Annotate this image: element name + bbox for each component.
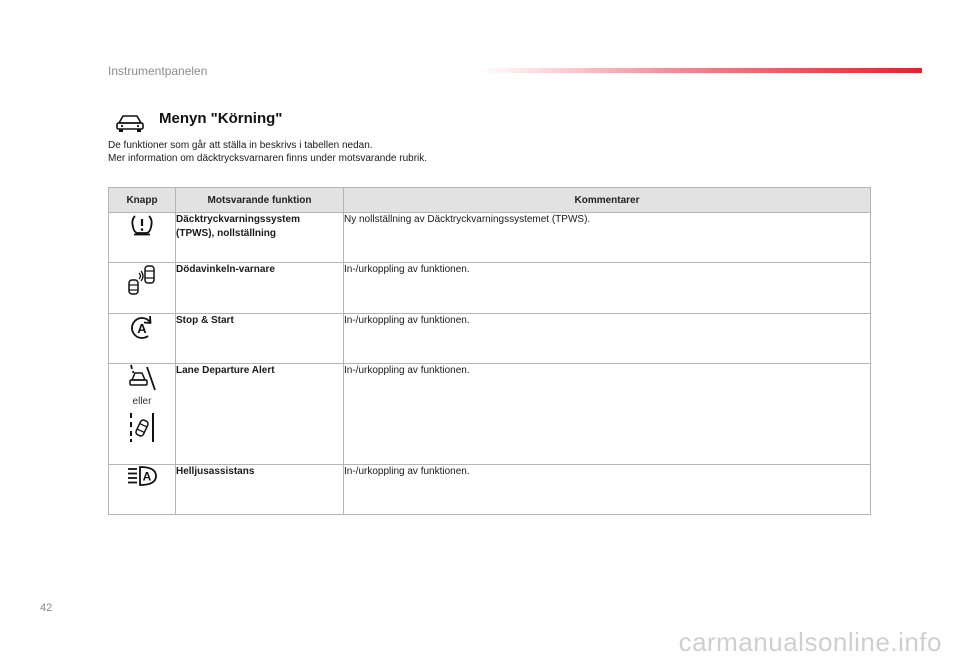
intro-line: Mer information om däcktrycksvarnaren finns under motsvarande rubrik. xyxy=(108,153,428,164)
svg-text:A: A xyxy=(142,469,152,484)
header-divider xyxy=(480,68,922,73)
table-row xyxy=(109,263,871,314)
svg-text:A: A xyxy=(137,321,147,336)
icon-cell xyxy=(109,263,176,314)
table-row xyxy=(109,314,871,364)
intro-line: De funktioner som går att ställa in beskrivs i tabellen nedan. xyxy=(108,140,373,151)
function-cell xyxy=(176,465,344,515)
comment-cell: In-/urkoppling av funktionen. xyxy=(344,263,871,314)
comment-cell: Ny nollställning av Däcktryckvarningssystemet (TPWS). xyxy=(344,213,871,263)
section-title: Menyn "Körning" xyxy=(159,110,283,127)
or-label: eller xyxy=(132,396,152,407)
function-cell xyxy=(176,213,344,263)
comment-cell: In-/urkoppling av funktionen. xyxy=(344,314,871,364)
car-icon xyxy=(115,112,145,134)
running-header: Instrumentpanelen xyxy=(108,64,208,78)
function-label: Dödavinkeln-varnare xyxy=(176,264,275,275)
column-header-comments: Kommentarer xyxy=(344,188,871,213)
function-label: (TPWS), nollställning xyxy=(176,228,276,239)
page-number: 42 xyxy=(40,602,53,614)
comment-cell: In-/urkoppling av funktionen. xyxy=(344,465,871,515)
table-row xyxy=(109,364,871,465)
blind-spot-icon xyxy=(126,263,158,297)
comment-cell: In-/urkoppling av funktionen. xyxy=(344,364,871,465)
table-header-row xyxy=(109,188,871,213)
functions-table xyxy=(108,187,871,515)
icon-cell xyxy=(109,364,176,465)
function-cell xyxy=(176,263,344,314)
function-cell xyxy=(176,364,344,465)
lane-departure-alt-icon xyxy=(127,411,157,443)
table-row xyxy=(109,465,871,515)
icon-cell xyxy=(109,465,176,515)
stop-start-icon xyxy=(128,314,156,342)
high-beam-assist-icon xyxy=(126,465,158,487)
tpms-warning-icon xyxy=(128,213,156,237)
column-header-button: Knapp xyxy=(109,188,176,213)
function-label: Helljusassistans xyxy=(176,466,255,477)
watermark: carmanualsonline.info xyxy=(678,627,942,657)
function-cell xyxy=(176,314,344,364)
icon-cell xyxy=(109,314,176,364)
icon-cell xyxy=(109,213,176,263)
table-row xyxy=(109,213,871,263)
function-label: Däcktryckvarningssystem xyxy=(176,214,300,225)
column-header-function: Motsvarande funktion xyxy=(176,188,344,213)
function-label: Lane Departure Alert xyxy=(176,365,275,376)
lane-departure-icon xyxy=(127,364,157,392)
intro-text xyxy=(108,139,427,165)
function-label: Stop & Start xyxy=(176,315,234,326)
